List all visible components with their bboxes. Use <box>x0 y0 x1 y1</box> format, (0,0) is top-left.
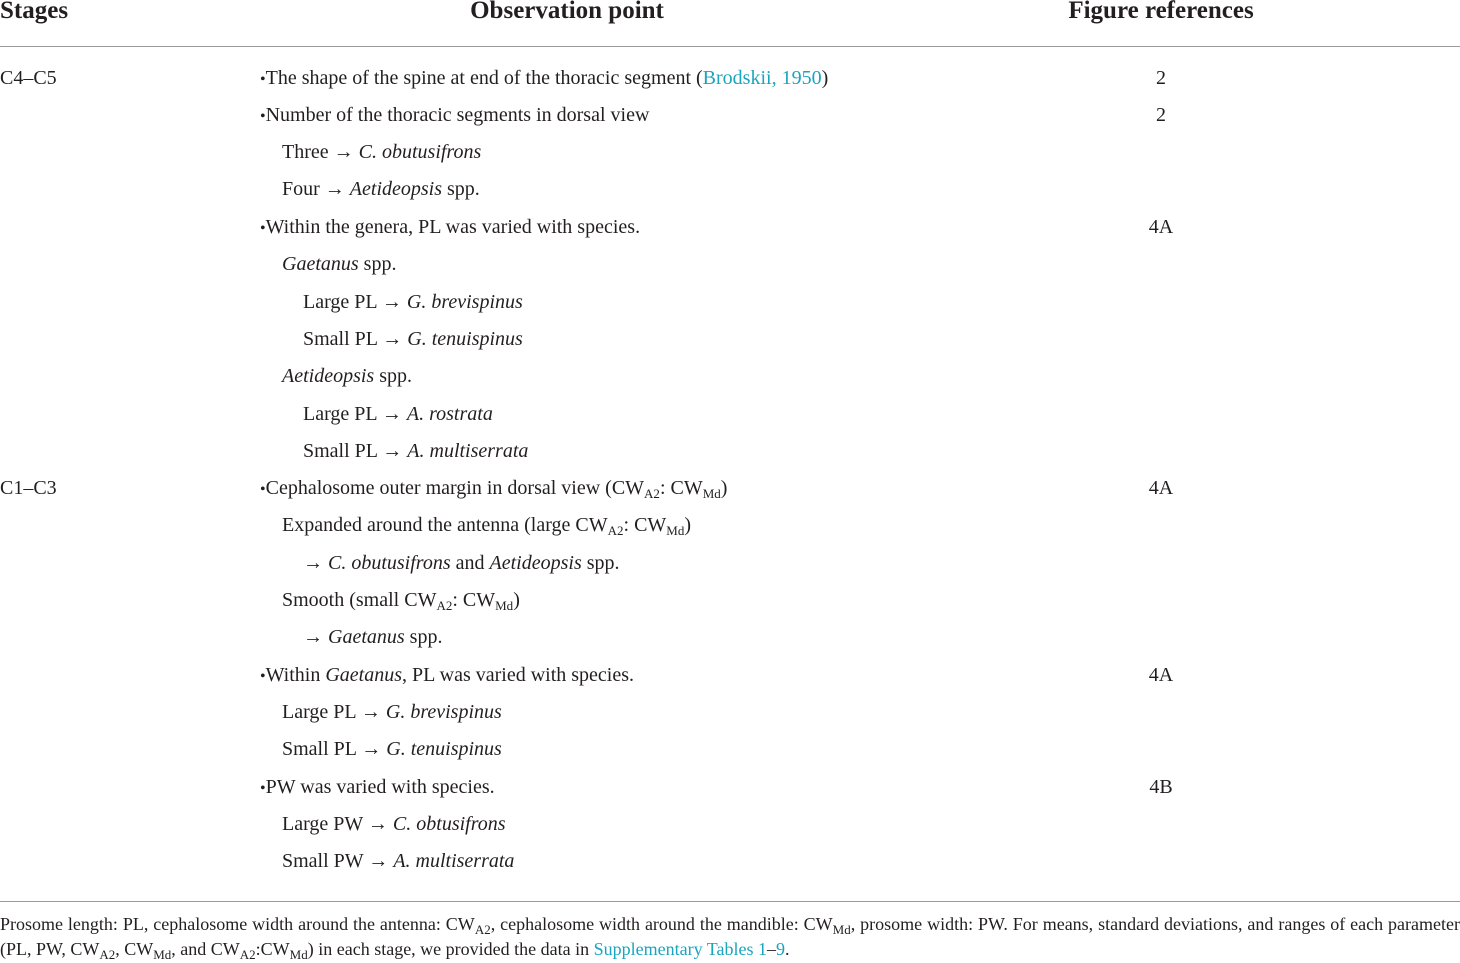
observation-text: Large PL → A. rostrata <box>303 403 493 425</box>
table-row <box>0 246 1460 283</box>
observation-text: Small PW → A. multiserrata <box>282 850 515 872</box>
observation-text: Small PL → A. multiserrata <box>303 440 529 462</box>
table-row <box>0 209 1460 246</box>
table-row <box>0 171 1460 208</box>
table-row <box>0 60 1460 97</box>
observation-text: Expanded around the antenna (large $CW_{A2}$: $CW_{Md}$) <box>282 514 692 538</box>
table-row <box>0 806 1460 843</box>
observation-text: •Within the genera, PL was varied with species. <box>260 216 641 238</box>
table-row <box>0 507 1460 544</box>
observation-text: Large PL → G. brevispinus <box>303 291 523 313</box>
table-row <box>0 97 1460 134</box>
table-row <box>0 396 1460 433</box>
table-row <box>0 731 1460 768</box>
observation-text: Three → C. obutusifrons <box>282 141 482 163</box>
observation-text: Small PL → G. tenuispinus <box>282 738 502 760</box>
observation-text: Four → Aetideopsis spp. <box>282 178 480 200</box>
table-footnote: Prosome length: PL, cephalosome width around the antenna: $CW_{A2}$, cephalosome width around the mandible: $CW_{Md}$, prosome width: PW. For means, standard deviations, and ranges of each parameter (PL, PW, $CW_{A2}$, $CW_{Md}$, and $CW_{A2}:CW_{Md}$) in each stage, we provided the data in Supplementary Tables 1–9. <box>0 914 1460 962</box>
table-row <box>0 694 1460 731</box>
observation-text: Smooth (small $CW_{A2}$: $CW_{Md}$) <box>282 589 520 613</box>
figure-ref: 2 <box>1156 67 1166 89</box>
table-row <box>0 134 1460 171</box>
header-observation-point: Observation point <box>470 0 664 24</box>
figure-ref: 4A <box>1148 664 1174 686</box>
footer-rule <box>0 901 1460 902</box>
stage-label: C1–C3 <box>0 477 57 499</box>
observation-text: → Gaetanus spp. <box>303 626 443 648</box>
observation-text: Small PL → G. tenuispinus <box>303 328 523 350</box>
table-row <box>0 769 1460 806</box>
header-figure-references: Figure references <box>1068 0 1254 24</box>
table-row <box>0 470 1460 507</box>
table-row <box>0 321 1460 358</box>
observation-text: •PW was varied with species. <box>260 776 495 798</box>
observation-text: •Cephalosome outer margin in dorsal view ($CW_{A2}$: $CW_{Md}$) <box>260 477 728 501</box>
figure-ref: 2 <box>1156 104 1166 126</box>
observation-text: •The shape of the spine at end of the thoracic segment (Brodskii, 1950) <box>260 67 829 89</box>
figure-ref: 4A <box>1148 477 1174 499</box>
observation-text: → C. obutusifrons and Aetideopsis spp. <box>303 552 620 574</box>
table-row <box>0 582 1460 619</box>
citation-link-brodskii[interactable]: Brodskii, 1950 <box>702 67 822 89</box>
header-stages: Stages <box>0 0 69 24</box>
table-row <box>0 657 1460 694</box>
observation-text: •Number of the thoracic segments in dorsal view <box>260 104 650 126</box>
table-row <box>0 358 1460 395</box>
header-rule <box>0 46 1460 47</box>
supplementary-tables-link[interactable]: Supplementary Tables 1 <box>593 939 767 959</box>
table-row <box>0 284 1460 321</box>
observation-text: Gaetanus spp. <box>282 253 397 275</box>
figure-ref: 4B <box>1149 776 1173 798</box>
observation-text: •Within Gaetanus, PL was varied with species. <box>260 664 635 686</box>
stage-label: C4–C5 <box>0 67 57 89</box>
table-row <box>0 433 1460 470</box>
observation-text: Large PW → C. obtusifrons <box>282 813 506 835</box>
table-row <box>0 545 1460 582</box>
table-row <box>0 619 1460 656</box>
figure-ref: 4A <box>1148 216 1174 238</box>
observation-text: Aetideopsis spp. <box>282 365 413 387</box>
supplementary-table-9-link[interactable]: 9 <box>776 939 785 959</box>
table-row <box>0 843 1460 880</box>
observation-text: Large PL → G. brevispinus <box>282 701 502 723</box>
